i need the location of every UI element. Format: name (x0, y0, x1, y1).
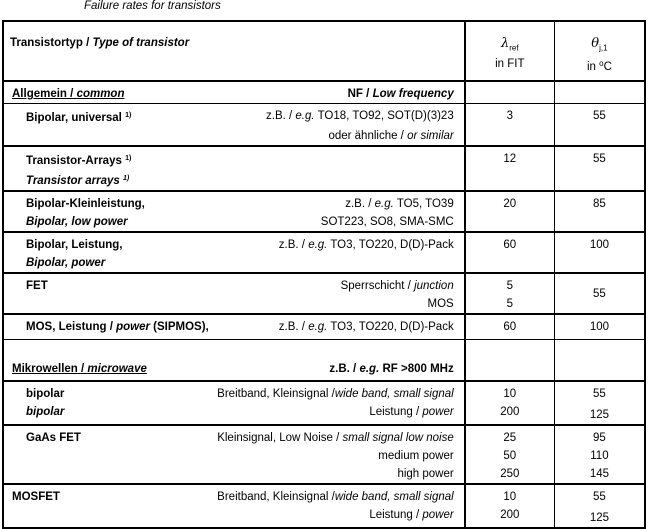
lambda-symbol: λ (500, 36, 510, 51)
row-desc-cell (3, 104, 465, 147)
row-desc: Leistung / power (369, 406, 454, 418)
lambda-subscript: ref (509, 43, 519, 53)
row-desc-cell (3, 273, 465, 314)
row-desc: Breitband, Kleinsignal /wide band, small signal (217, 388, 454, 400)
row-name: GaAs FET (26, 432, 81, 444)
empty-cell (465, 81, 555, 104)
header-type-en: Type of transistor (92, 37, 190, 49)
temp-cell: 55 125 (554, 381, 645, 425)
temp-cell: 55 (554, 104, 645, 147)
row-desc-cell (3, 232, 465, 273)
failure-rate-table (2, 20, 646, 529)
row-desc-cell (3, 381, 465, 425)
theta-unit-sup: o (599, 59, 604, 69)
fit-cell: 10 200 (465, 484, 555, 528)
section-common-right: NF / Low frequency (347, 88, 454, 100)
fit-cell: 20 (465, 191, 555, 232)
row-desc-cell (3, 425, 465, 484)
section-common-row (3, 81, 645, 104)
section-microwave-title: Mikrowellen / microwave (12, 363, 147, 375)
row-desc: medium power (378, 450, 454, 462)
section-common-title: Allgemein / common (12, 88, 125, 100)
header-type-de: Transistortyp (10, 37, 83, 49)
fit-cell: 5 5 (465, 273, 555, 314)
row-name-en: Bipolar, low power (26, 216, 128, 228)
fit-cell: 60 (465, 232, 555, 273)
section-common-cell (3, 81, 465, 104)
empty-cell (554, 339, 645, 381)
row-desc-cell (3, 484, 465, 528)
row-name: FET (26, 280, 48, 292)
row-name-en: Transistor arrays $^{1)}$ (26, 175, 130, 187)
theta-symbol: θ (591, 36, 600, 51)
table-row (3, 191, 645, 232)
header-fit-cell (465, 21, 555, 81)
row-name: Bipolar, universal $^{1)}$ (26, 112, 132, 124)
table-row (3, 314, 645, 339)
row-name-en: Bipolar, power (26, 257, 106, 269)
empty-cell (554, 81, 645, 104)
row-name: Transistor-Arrays $^{1)}$ (26, 155, 132, 167)
table-row (3, 232, 645, 273)
section-microwave-right: z.B. / e.g. RF >800 MHz (329, 363, 454, 375)
row-desc: z.B. / e.g. TO5, TO39 (345, 198, 454, 210)
header-temp-cell (554, 21, 645, 81)
row-name: bipolar (26, 388, 65, 400)
row-desc: Kleinsignal, Low Noise / small signal low noise (217, 432, 454, 444)
fit-cell: 3 (465, 104, 555, 147)
row-desc-cell (3, 146, 465, 191)
table-row (3, 146, 645, 191)
row-desc: z.B. / e.g. TO3, TO220, D(D)-Pack (278, 321, 454, 333)
temp-cell: 55 (554, 146, 645, 191)
empty-cell (465, 339, 555, 381)
fit-cell: 25 50 250 (465, 425, 555, 484)
table-caption: Failure rates for transistors (84, 0, 221, 12)
table-row (3, 273, 645, 314)
row-desc: z.B. / e.g. TO18, TO92, SOT(D)(3)23 (266, 110, 454, 122)
lambda-unit: in FIT (495, 58, 525, 71)
fit-cell: 10 200 (465, 381, 555, 425)
theta-subscript: j,1 (599, 43, 608, 53)
table-row (3, 104, 645, 147)
fit-cell: 60 (465, 314, 555, 339)
table-row (3, 484, 645, 528)
row-desc: Breitband, Kleinsignal /wide band, small signal (217, 491, 454, 503)
row-desc: SOT223, SO8, SMA-SMC (320, 216, 454, 228)
theta-unit-post: C (603, 61, 612, 74)
row-name: Bipolar-Kleinleistung, (26, 198, 145, 210)
temp-cell: 95 110 145 (554, 425, 645, 484)
section-microwave-row (3, 339, 645, 381)
row-desc-cell (3, 314, 465, 339)
table-header-row (3, 21, 645, 81)
row-name: Bipolar, Leistung, (26, 239, 123, 251)
header-type-cell (3, 21, 465, 81)
temp-cell: 55 125 (554, 484, 645, 528)
header-sep: / (86, 37, 90, 49)
row-desc: MOS (427, 298, 454, 310)
temp-cell: 85 (554, 191, 645, 232)
temp-cell: 100 (554, 232, 645, 273)
temp-cell: 55 (554, 273, 645, 314)
row-desc-cell (3, 191, 465, 232)
table-row (3, 381, 645, 425)
section-microwave-cell (3, 339, 465, 381)
row-desc: high power (397, 468, 454, 480)
temp-cell: 100 (554, 314, 645, 339)
row-name: MOS, Leistung / power (SIPMOS), (26, 321, 209, 333)
row-desc: z.B. / e.g. TO3, TO220, D(D)-Pack (278, 239, 454, 251)
row-name-en: bipolar (26, 406, 65, 418)
row-desc: oder ähnliche / or similar (328, 130, 454, 142)
table-row (3, 425, 645, 484)
theta-unit-pre: in (586, 61, 600, 74)
row-name: MOSFET (12, 491, 60, 503)
row-desc: Leistung / power (369, 509, 454, 521)
fit-cell: 12 (465, 146, 555, 191)
row-desc: Sperrschicht / junction (340, 280, 454, 292)
